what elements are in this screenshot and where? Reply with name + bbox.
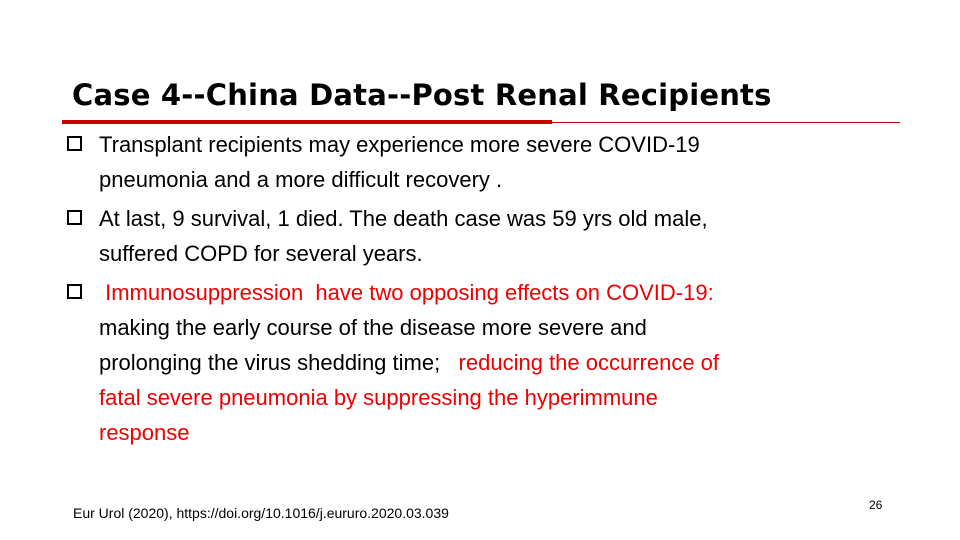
bullet-text: prolonging the virus shedding time; bbox=[99, 350, 459, 375]
bullet-text: Transplant recipients may experience more severe COVID-19 bbox=[99, 132, 700, 157]
bullet-text: pneumonia and a more difficult recovery . bbox=[99, 167, 503, 192]
bullet-text: At last, 9 survival, 1 died. The death case was 59 yrs old male, bbox=[99, 206, 708, 231]
square-bullet-icon bbox=[67, 284, 82, 299]
title-underline-accent bbox=[62, 120, 552, 124]
bullet-text: making the early course of the disease more severe and bbox=[99, 315, 647, 340]
bullet-text-highlight: fatal severe pneumonia by suppressing the hyperimmune bbox=[99, 385, 658, 410]
bullet-text-highlight: response bbox=[99, 420, 190, 445]
square-bullet-icon bbox=[67, 210, 82, 225]
bullet-item bbox=[66, 201, 886, 271]
bullet-item bbox=[66, 275, 886, 450]
bullet-item bbox=[66, 127, 886, 197]
square-bullet-icon bbox=[67, 136, 82, 151]
bullet-text: suffered COPD for several years. bbox=[99, 241, 423, 266]
bullet-text-highlight: Immunosuppression have two opposing effects on COVID-19: bbox=[99, 280, 714, 305]
bullet-list bbox=[66, 127, 886, 454]
citation-footnote: Eur Urol (2020), https://doi.org/10.1016/j.eururo.2020.03.039 bbox=[73, 505, 449, 521]
bullet-text-highlight: reducing the occurrence of bbox=[458, 350, 720, 375]
slide-title: Case 4--China Data--Post Renal Recipients bbox=[72, 78, 772, 112]
page-number: 26 bbox=[869, 498, 883, 512]
